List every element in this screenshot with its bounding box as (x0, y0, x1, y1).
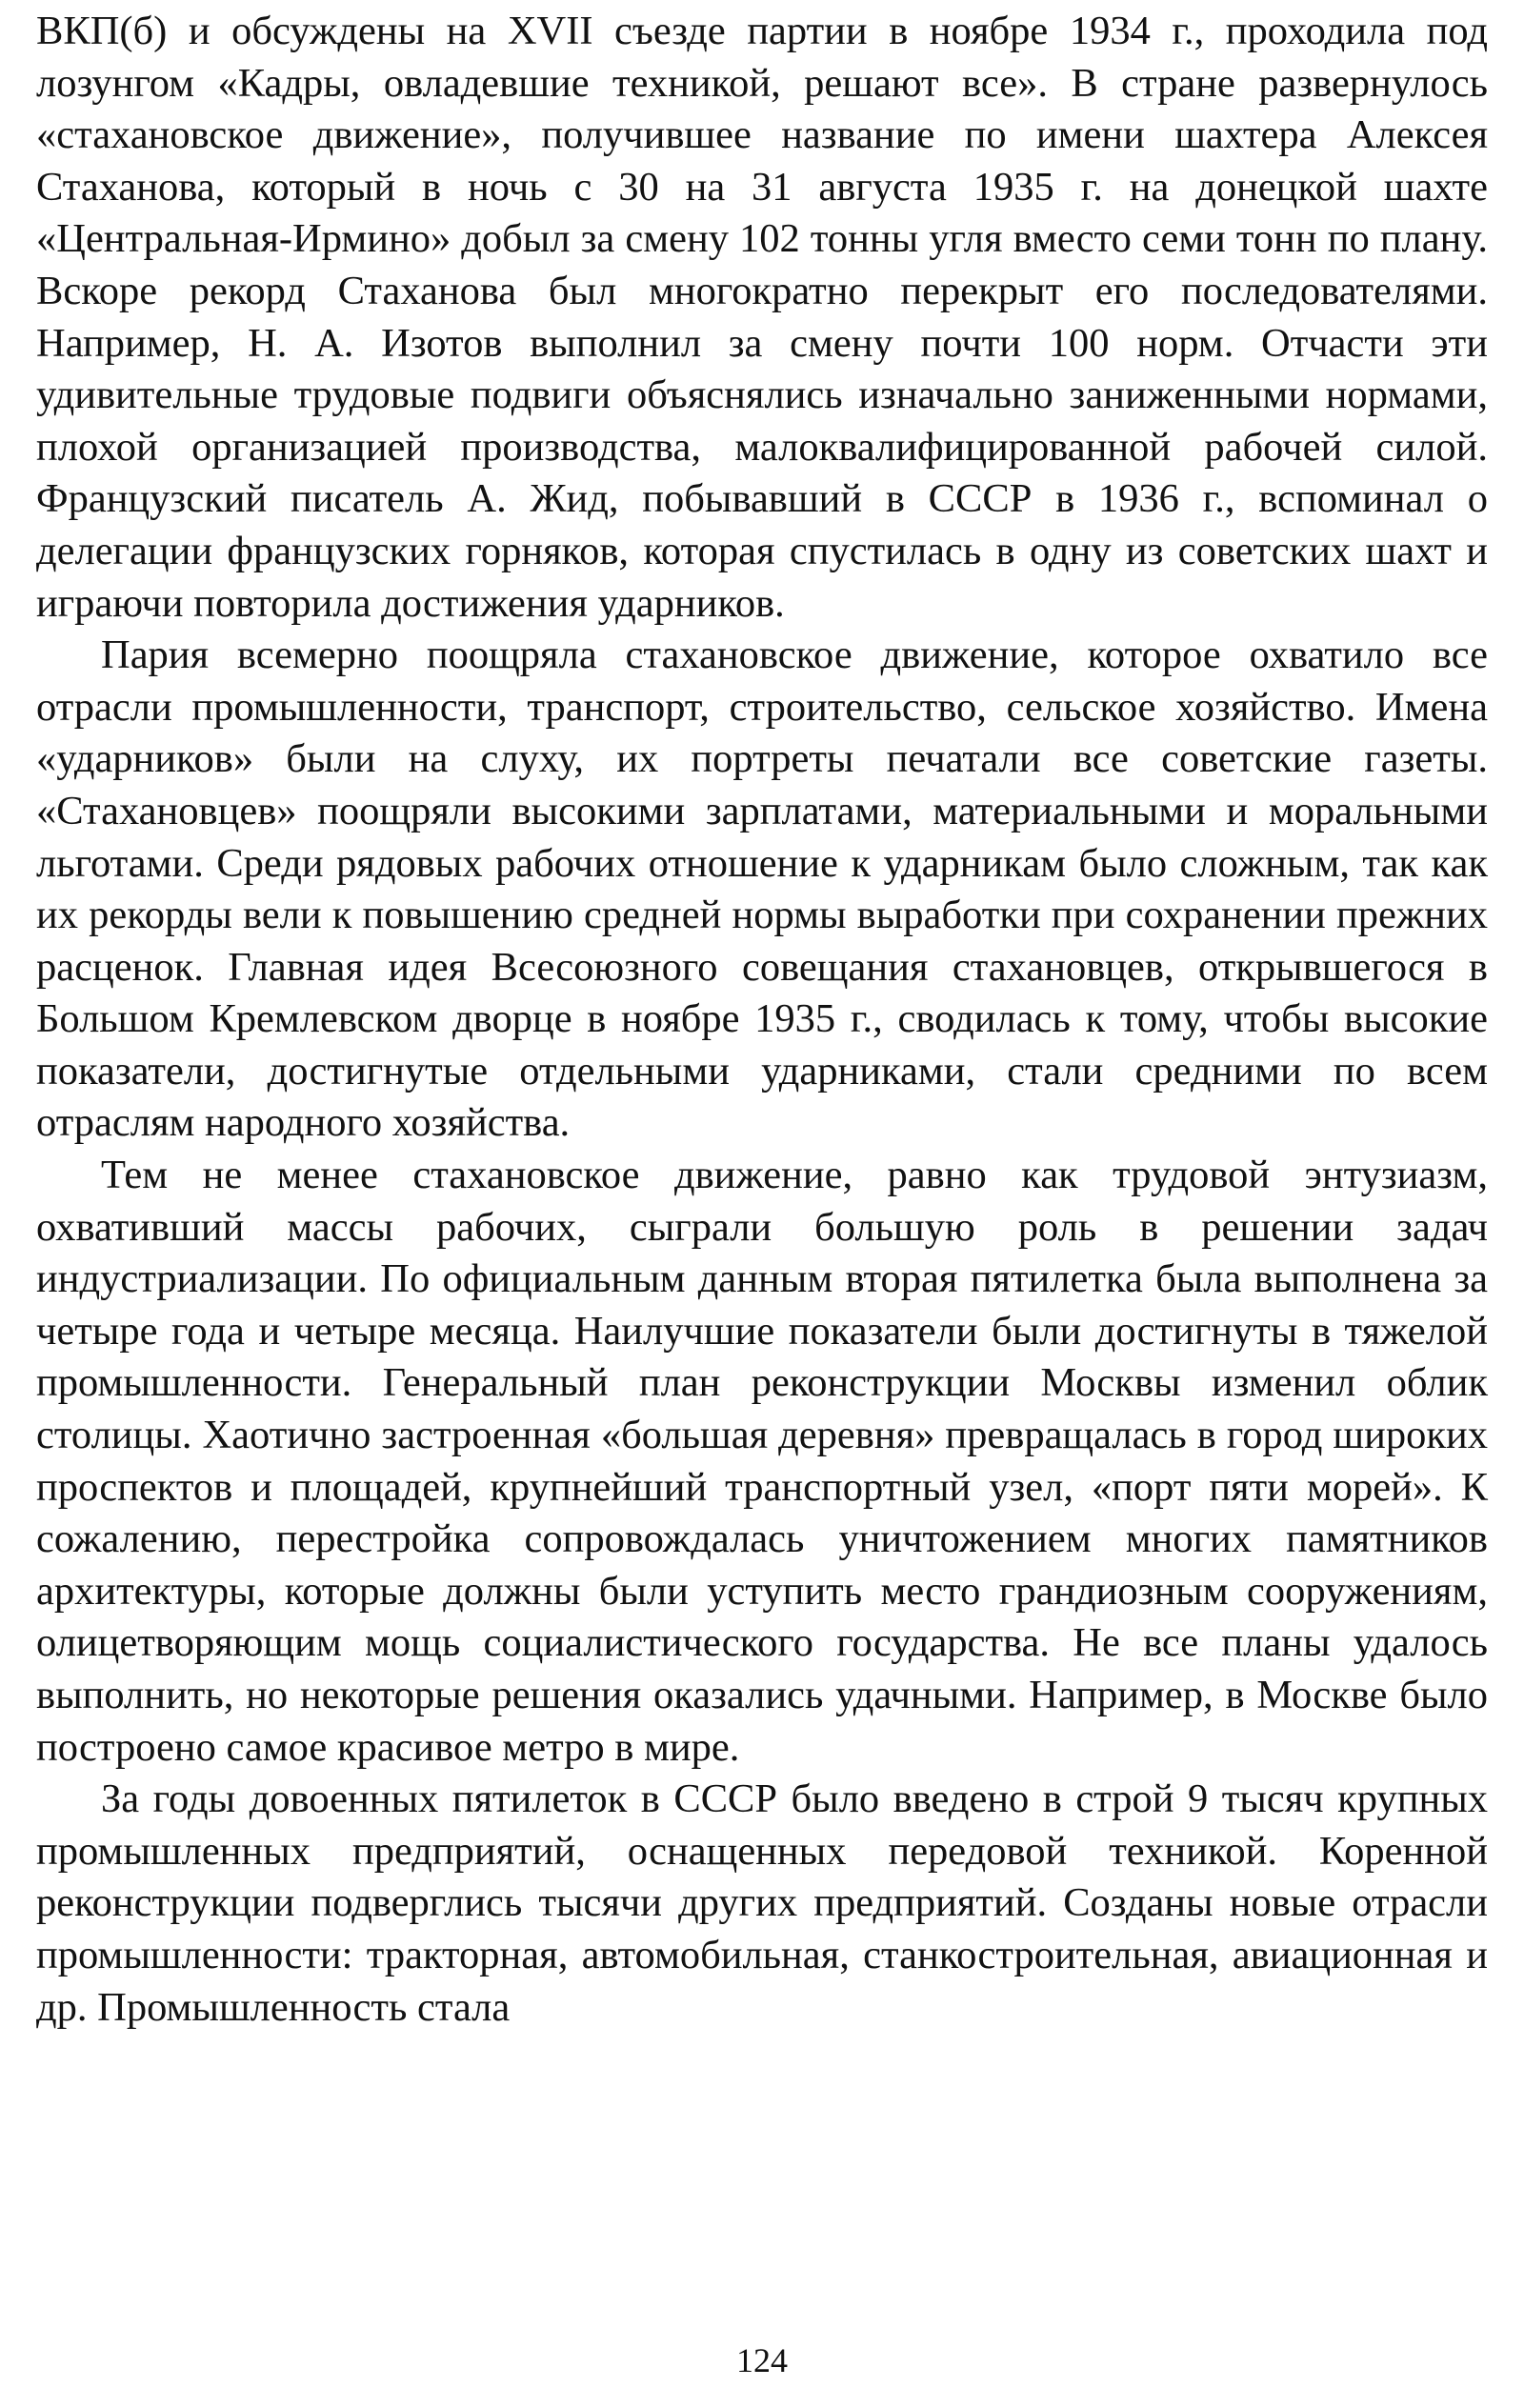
paragraph-4: За годы довоенных пятилеток в СССР было введено в строй 9 тысяч крупных промышленных предприятий, оснащенных передовой техникой. Коренной реконструкции подверглись тысячи других предприятий. Созданы новые отрасли промышленности: тракторная, автомобильная, станкостроительная, авиационная и др. Промышленность стала (36, 1776, 1488, 2030)
paragraph-2: Пария всемерно поощряла стахановское движение, которое охватило все отрасли промышленности, транспорт, строительство, сельское хозяйство. Имена «ударников» были на слуху, их портреты печатали все советские газеты. «Стахановцев» поощряли высокими зарплатами, материальными и моральными льготами. Среди рядовых рабочих отношение к ударникам было сложным, так как их рекорды вели к повышению средней нормы выработки при сохранении прежних расценок. Главная идея Всесоюзного совещания стахановцев, открывшегося в Большом Кремлевском дворце в ноябре 1935 г., сводилась к тому, чтобы высокие показатели, достигнутые отдельными ударниками, стали средними по всем отраслям народного хозяйства. (36, 632, 1488, 1146)
page-number: 124 (736, 2341, 788, 2379)
body-text (36, 6, 1488, 2034)
paragraph-1: ВКП(б) и обсуждены на XVII съезде партии в ноябре 1934 г., проходила под лозунгом «Кадры, овладевшие техникой, решают все». В стране развернулось «стахановское движение», получившее название по имени шахтера Алексея Стаханова, который в ночь с 30 на 31 августа 1935 г. на донецкой шахте «Центральная-Ирмино» добыл за смену 102 тонны угля вместо семи тонн по плану. Вскоре рекорд Стаханова был многократно перекрыт его последователями. Например, Н. А. Изотов выполнил за смену почти 100 норм. Отчасти эти удивительные трудовые подвиги объяснялись изначально заниженными нормами, плохой организацией производства, малоквалифицированной рабочей силой. Французский писатель А. Жид, побывавший в СССР в 1936 г., вспоминал о делегации французских горняков, которая спустилась в одну из советских шахт и играючи повторила достижения ударников. (36, 9, 1488, 626)
paragraph-3: Тем не менее стахановское движение, равно как трудовой энтузиазм, охвативший массы рабочих, сыграли большую роль в решении задач индустриализации. По официальным данным вторая пятилетка была выполнена за четыре года и четыре месяца. Наилучшие показатели были достигнуты в тяжелой промышленности. Генеральный план реконструкции Москвы изменил облик столицы. Хаотично застроенная «большая деревня» превращалась в город широких проспектов и площадей, крупнейший транспортный узел, «порт пяти морей». К сожалению, перестройка сопровождалась уничтожением многих памятников архитектуры, которые должны были уступить место грандиозным сооружениям, олицетворяющим мощь социалистического государства. Не все планы удалось выполнить, но некоторые решения оказались удачными. Например, в Москве было построено самое красивое метро в мире. (36, 1153, 1488, 1770)
